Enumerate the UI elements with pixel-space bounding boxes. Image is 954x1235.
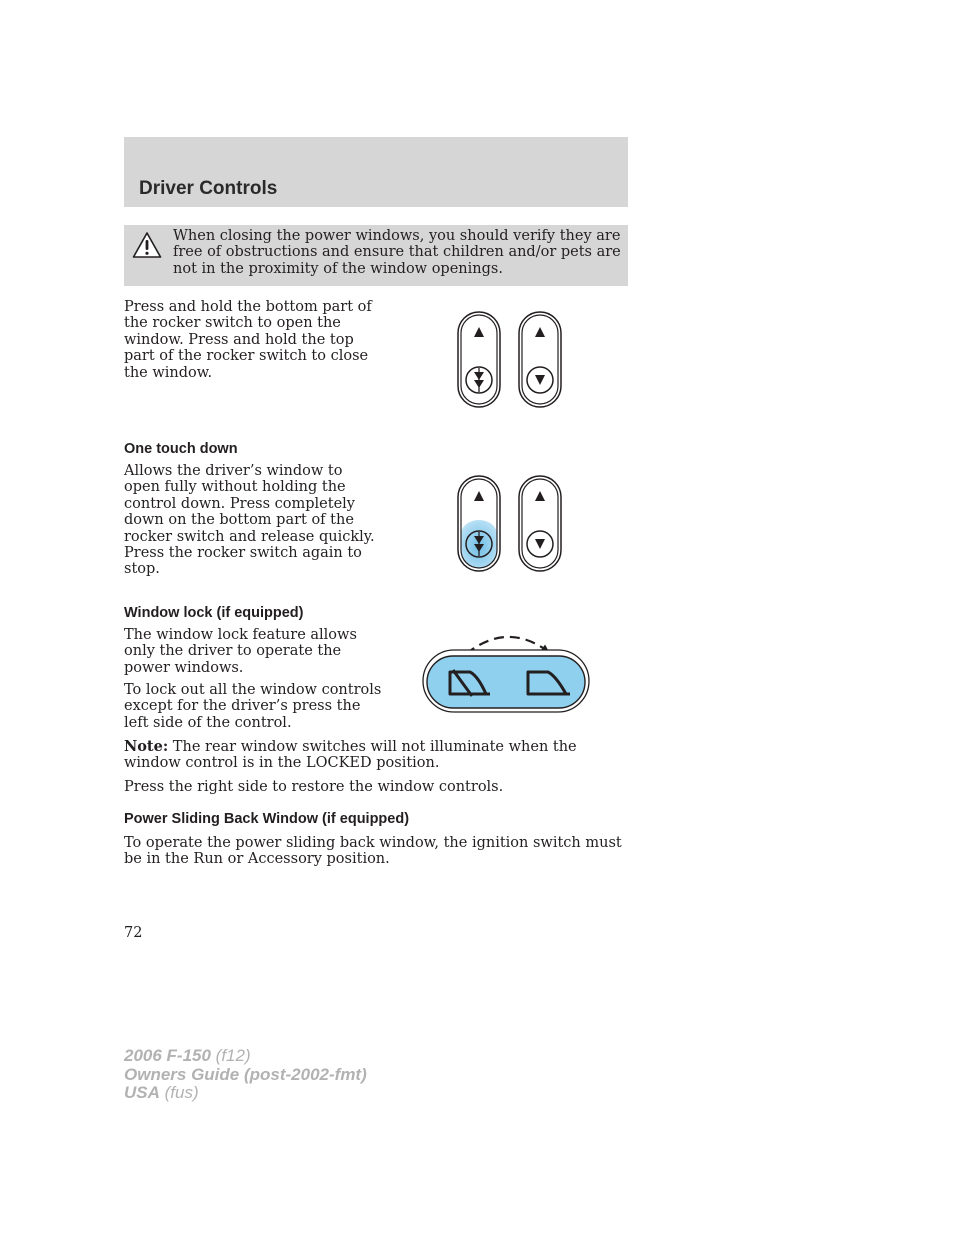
sliding-window-text: To operate the power sliding back window, the ignition switch must be in the Run or Accessory position.	[124, 835, 622, 868]
warning-text: When closing the power windows, you should verify they are free of obstructions and ensure that children and/or pets are not in the proximity of the window openings.	[173, 228, 621, 277]
passenger-rocker-switch	[519, 312, 561, 407]
driver-rocker-switch-pressed	[458, 476, 500, 571]
section-header-band	[124, 137, 628, 207]
footer-model-code: (f12)	[210, 1046, 251, 1065]
note-text: The rear window switches will not illuminate when the window control is in the LOCKED position.	[124, 739, 577, 772]
passenger-rocker-switch	[519, 476, 561, 571]
footer-line-3	[124, 1084, 367, 1103]
section-title: Driver Controls	[139, 178, 278, 199]
note-paragraph	[124, 739, 624, 772]
warning-text-block	[130, 228, 622, 277]
window-lock-text-1: The window lock feature allows only the driver to operate the power windows.	[124, 627, 357, 676]
window-lock-control-illustration	[420, 628, 592, 716]
footer-model: 2006 F-150	[124, 1046, 211, 1065]
sliding-window-heading: Power Sliding Back Window (if equipped)	[124, 811, 410, 827]
window-lock-text-2: To lock out all the window controls except for the driver’s press the left side of the control.	[124, 682, 382, 731]
one-touch-heading: One touch down	[124, 441, 238, 457]
one-touch-switch-illustration	[452, 472, 568, 576]
window-lock-heading: Window lock (if equipped)	[124, 605, 304, 621]
page-number: 72	[124, 925, 143, 941]
warning-box	[124, 225, 628, 286]
rocker-switch-instructions: Press and hold the bottom part of the rocker switch to open the window. Press and hold the top part of the rocker switch to close the window.	[124, 299, 372, 381]
footer-market-code: (fus)	[159, 1083, 199, 1102]
footer-line-2: Owners Guide (post-2002-fmt)	[124, 1064, 367, 1084]
document-footer	[124, 1047, 367, 1103]
driver-rocker-switch	[458, 312, 500, 407]
note-label: Note:	[124, 738, 169, 755]
footer-market: USA	[124, 1083, 160, 1102]
restore-text: Press the right side to restore the window controls.	[124, 779, 504, 795]
rocker-switch-illustration	[452, 308, 568, 412]
footer-line-1	[124, 1047, 367, 1066]
one-touch-text: Allows the driver’s window to open fully without holding the control down. Press completely down on the bottom part of the rocker switch and release quickly. Press the rocker switch again to stop.	[124, 463, 375, 578]
